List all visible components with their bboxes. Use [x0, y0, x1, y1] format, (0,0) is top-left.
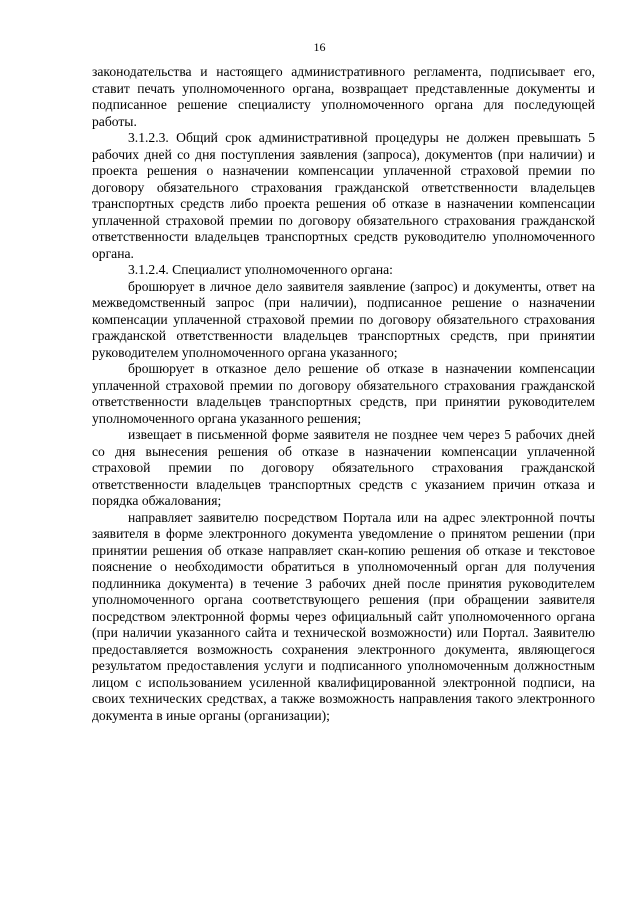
paragraph-bind-refusal-file: брошюрует в отказное дело решение об отказе в назначении компенсации уплаченной страховой премии по договору обязательного страхования гражданской ответственности владельцев транспортных средств, при принятии руководителем уполномоченного органа указанного решения;	[92, 361, 595, 426]
page-number: 16	[313, 40, 326, 54]
paragraph-bind-personal-file: брошюрует в личное дело заявителя заявление (запрос) и документы, ответ на межведомственный запрос (при наличии), подписанное решение о назначении компенсации уплаченной страховой премии по договору обязательного страхования гражданской ответственности владельцев транспортных средств, при принятии руководителем уполномоченного органа указанного;	[92, 278, 595, 360]
paragraph-3-1-2-4-heading: 3.1.2.4. Специалист уполномоченного органа:	[128, 262, 393, 277]
paragraph-3-1-2-3: 3.1.2.3. Общий срок административной процедуры не должен превышать 5 рабочих дней со дня поступления заявления (запроса), документов (при наличии) и проекта решения о назначении компенсации уплаченной страховой премии по договору обязательного страхования гражданской ответственности владельцев транспортных средств либо проекта решения об отказе в назначении компенсации уплаченной страховой премии по договору обязательного страхования гражданской ответственности владельцев транспортных средств руководителю уполномоченного органа.	[92, 130, 595, 261]
document-body	[92, 64, 595, 724]
paragraph-notify-applicant: извещает в письменной форме заявителя не позднее чем через 5 рабочих дней со дня вынесения решения об отказе в назначении компенсации уплаченной страховой премии по договору обязательного страхования гражданской ответственности владельцев транспортных средств с указанием причин отказа и порядка обжалования;	[92, 427, 595, 508]
paragraph-continuation: законодательства и настоящего административного регламента, подписывает его, ставит печать уполномоченного органа, возвращает представленные документы и подписанное решение специалисту уполномоченного органа для последующей работы.	[92, 64, 595, 129]
paragraph-send-via-portal: направляет заявителю посредством Портала или на адрес электронной почты заявителя в форме электронного документа уведомление о принятом решении (при принятии решения об отказе направляет скан-копию решения об отказе и текстовое пояснение о необходимости обратиться в уполномоченный орган для получения подлинника документа) в течение 3 рабочих дней после принятия руководителем уполномоченного органа соответствующего решения (при обращении заявителя посредством электронной формы через официальный сайт уполномоченного органа (при наличии указанного сайта и технической возможности) или Портал. Заявителю предоставляется возможность сохранения электронного документа, являющегося результатом предоставления услуги и подписанного уполномоченным должностным лицом с использованием усиленной квалифицированной электронной подписи, на своих технических средствах, а также возможность направления такого электронного документа в иные органы (организации);	[92, 509, 595, 723]
